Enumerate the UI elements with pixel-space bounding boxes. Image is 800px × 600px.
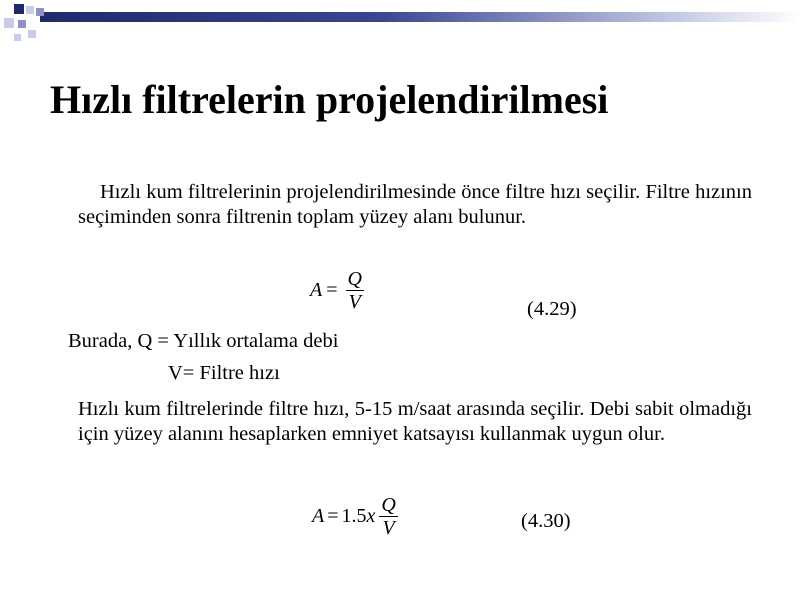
eq-numerator: Q — [347, 268, 362, 290]
intro-paragraph: Hızlı kum filtrelerinin projelendirilmesinde önce filtre hızı seçilir. Filtre hızının seçiminden sonra filtrenin toplam yüzey alanı bulunur. — [78, 181, 752, 228]
eq-fraction — [346, 268, 364, 313]
equation-number: (4.30) — [521, 510, 571, 532]
header-band — [40, 12, 800, 22]
eq-numerator: Q — [381, 494, 396, 516]
eq-coefficient: 1.5 — [341, 505, 367, 527]
decor-square — [14, 34, 21, 41]
decor-square — [4, 18, 14, 28]
equation-number: (4.29) — [527, 298, 577, 320]
definition-q: Burada, Q = Yıllık ortalama debi — [68, 330, 339, 352]
decor-square — [36, 8, 44, 16]
eq-denominator: V — [348, 291, 361, 313]
decor-square — [28, 30, 36, 38]
eq-denominator: V — [382, 517, 395, 539]
eq-x: x — [366, 505, 376, 527]
equation-4-29 — [310, 268, 364, 313]
equation-4-30 — [312, 494, 398, 539]
decor-square — [14, 4, 24, 14]
second-paragraph: Hızlı kum filtrelerinde filtre hızı, 5-15 m/saat arasında seçilir. Debi sabit olmadığı için yüzey alanını hesaplarken emniyet katsayısı kullanmak uygun olur. — [78, 398, 752, 445]
eq-equals: = — [326, 279, 338, 301]
eq-lhs: A — [312, 505, 325, 527]
page-title: Hızlı filtrelerin projelendirilmesi — [50, 77, 609, 122]
definition-v: V= Filtre hızı — [168, 362, 280, 384]
eq-equals: = — [327, 505, 339, 527]
eq-lhs: A — [310, 279, 323, 301]
decor-square — [18, 20, 26, 28]
eq-fraction — [379, 494, 397, 539]
decor-square — [26, 6, 34, 14]
